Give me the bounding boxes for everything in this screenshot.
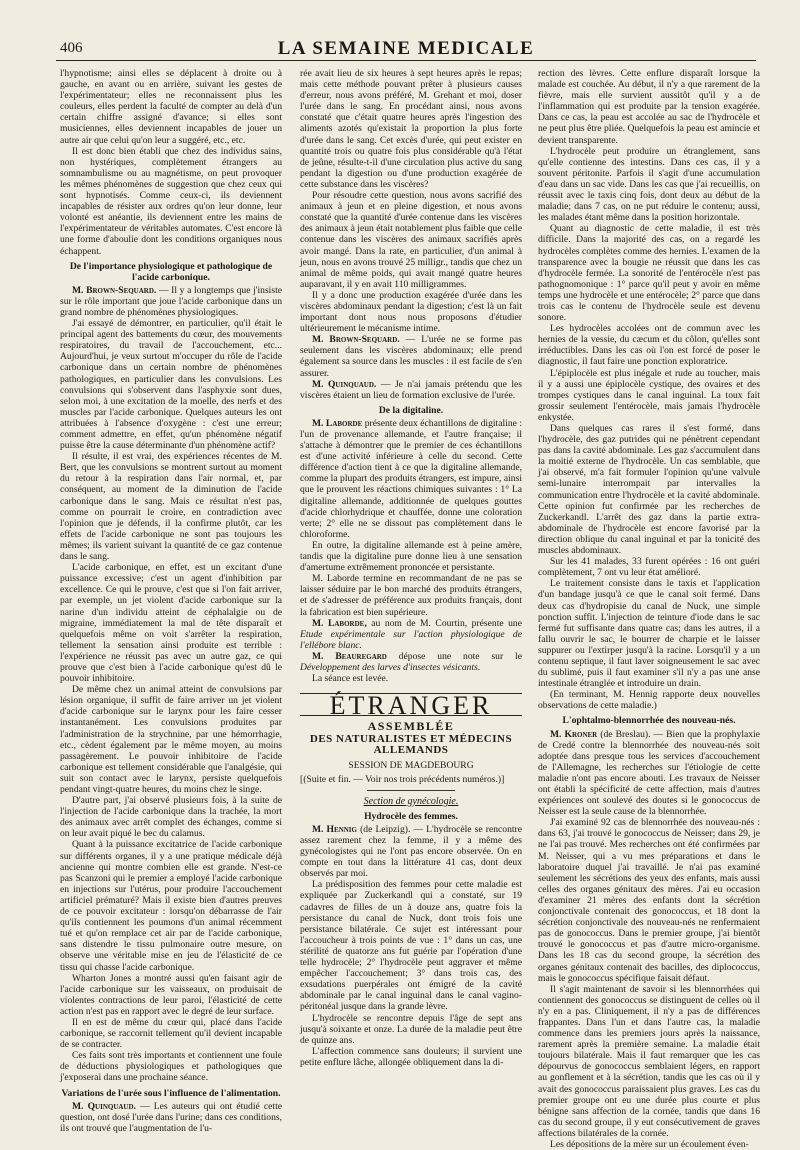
paragraph bbox=[60, 285, 282, 318]
paragraph: Quant à la puissance excitatrice de l'acide carbonique sur différents organes, il y a une pratique médicale déjà ancienne qui montre combien elle est grande. N'est-ce pas Scanzoni qui le premier a employé l'acide carbonique en injections sur l'utérus, pour produire l'accouchement artificiel prématuré? Mais il existe bien d'autres preuves de ce pouvoir excitateur : lorsqu'on débarrasse de l'air qu'ils contiennent les poumons d'un animal récemment tué et qu'on remplace cet air par de l'acide carbonique, sans distendre le tissu pulmonaire outre mesure, on observe une véritable mise en jeu de l'élasticité de ce tissu qui chasse l'acide carbonique. bbox=[60, 839, 282, 973]
paragraph: Il y a donc une production exagérée d'urée dans les viscères abdominaux pendant la digestion; c'est là un fait important dont nous nous proposons d'étudier ultérieurement le mécanisme intime. bbox=[300, 289, 522, 335]
paragraph: Sur les 41 malades, 33 furent opérées : 16 ont guéri complètement, 7 ont vu leur état amélioré. bbox=[538, 556, 760, 579]
paragraph-text: présente deux échantillons de digitaline : l'un de provenance allemande, et l'autre française; il s'attache à démontrer que le premier de ces échantillons est d'une activité inférieure à celle du second. Cette différence d'action tient à ce que la digitaline allemande, comme la plupart des produits étrangers, est impure, ainsi que le prouvent les réactions chimiques suivantes : 1° La digitaline allemande, additionnée de quelques gouttes d'acide chlorhydrique et chauffée, donne une coloration verte; 2° elle ne se dissout pas complètement dans le chloroforme. bbox=[300, 417, 522, 540]
paragraph: rection des lèvres. Cette enflure disparaît lorsque la malade est couchée. Au début, il n'y a que rarement de la fièvre, mais elle survient aussitôt qu'il y a de l'inflammation qui est produite par la tension exagérée. Dans ce cas, la peau est accolée au sac de l'hydrocèle et ne peut plus être pliée. Quelquefois la peau est amincie et devient transparente. bbox=[538, 68, 760, 146]
column-1 bbox=[60, 68, 282, 1134]
continued-note: [(Suite et fin. — Voir nos trois précédents numéros.)] bbox=[300, 773, 505, 785]
paragraph: En outre, la digitaline allemande est à peine amère, tandis que la digitaline pure donne lieu à une sensation d'amertume extrêmement prononcée et persistante. bbox=[300, 539, 522, 574]
work-title: Etude expérimentale sur l'action physiologique de l'ellébore blanc. bbox=[300, 628, 522, 651]
paragraph: M. Laborde termine en recommandant de ne pas se laisser séduire par le bon marché des produits étrangers, et de s'adresser de préférence aux produits français, dont la fabrication est bien supérieure. bbox=[300, 573, 522, 618]
paragraph: Quant au diagnostic de cette maladie, il est très difficile. Dans la majorité des cas, on a regardé les hydrocèles complètes comme des hernies. L'examen de la transparence avec la bougie ne réussit que dans les cas d'hydrocèle fermée. La sonorité de l'entérocèle n'est pas pathognomonique : 1° parce qu'il peut y avoir en même temps une hydrocèle et une entérocèle; 2° parce que dans trois cas le contenu de l'hydrocèle seule est devenu sonore. bbox=[538, 223, 760, 324]
paragraph bbox=[300, 418, 522, 540]
paragraph: L'épiplocèle est plus inégale et rude au toucher, mais il y a aussi une épiplocèle cystique, des ovaires et des trompes cystiques dans le canal inguinal. La toux fait grossir seulement l'entérocèle, mais jamais l'hydrocèle enkystée. bbox=[538, 367, 760, 423]
column-2 bbox=[300, 68, 523, 1068]
section-heading: De la digitaline. bbox=[378, 404, 444, 416]
paragraph-text: dépose une note sur le bbox=[398, 650, 522, 662]
paragraph bbox=[60, 1101, 282, 1134]
paragraph: l'hypnotisme; ainsi elles se déplacent à droite ou à gauche, en avant ou en arrière, suivant les gestes de l'expérimentateur; elles ne reconnaissent plus les couleurs, elles perdent la faculté de compter au delà d'un certain chiffre assigné d'avance; si elles sont musiciennes, elles deviennent incapables de jouer un autre air que celui qu'on leur a suggéré, etc., etc. bbox=[60, 68, 282, 146]
speaker-name: M. Laborde bbox=[312, 417, 363, 429]
section-banner-etranger: ÉTRANGER bbox=[300, 693, 522, 716]
paragraph bbox=[300, 824, 522, 879]
divider bbox=[367, 790, 456, 791]
paragraph: La prédisposition des femmes pour cette maladie est expliquée par Zuckerkandl qui a constaté, sur 19 cadavres de filles de un à douze ans, quatre fois la persistance du canal de Nuck, dont trois fois une persistance bilatérale. Ce sujet est intéressant pour l'accoucheur à trois points de vue : 1° dans un cas, une stérilité de quatorze ans fut guérie par l'opération d'une telle hydrocèle; 2° l'hydrocèle peut aggraver et même empêcher l'accouchement; 3° dans trois cas, des exsudations puerpérales ont émigré de la cavité abdominale par le canal inguinal dans le canal vagino-péritonéal jusque dans la grande lèvre. bbox=[300, 879, 522, 1013]
column-3 bbox=[538, 68, 761, 1150]
speaker-name: M. Kroner bbox=[550, 728, 598, 740]
paragraph bbox=[300, 618, 522, 651]
paragraph: (En terminant, M. Hennig rapporte deux nouvelles observations de cette maladie.) bbox=[538, 689, 760, 712]
speaker-name: M. Quinquaud. bbox=[312, 378, 377, 390]
paragraph: J'ai essayé de démontrer, en particulier, qu'il était le principal agent des battements du cœur, des mouvements respiratoires, du travail de l'accouchement, etc... Aujourd'hui, je veux surtout m'occuper du rôle de l'acide carbonique dans un certain nombre de phénomènes pathologiques, en particulier dans les convulsions. Les convulsions qui s'observent dans l'asphyxie sont dues, selon moi, à une excitation de la moelle, des nerfs et des muscles par l'acide carbonique. Quelques auteurs les ont attribuées à l'absence d'oxygène : c'est une erreur; comment admettre, en effet, qu'un phénomène négatif puisse être la cause déterminante d'un phénomène actif? bbox=[60, 318, 282, 452]
speaker-name: M. Beauregard bbox=[312, 650, 387, 662]
section-heading: De l'importance physiologique et pathologique de l'acide carbonique. bbox=[69, 260, 273, 283]
paragraph bbox=[300, 651, 522, 673]
section-heading: Variations de l'urée sous l'influence de l'alimentation. bbox=[61, 1087, 281, 1099]
section-heading: Hydrocèle des femmes. bbox=[364, 810, 458, 822]
paragraph: Les hydrocèles accolées ont de commun avec les hernies de la vessie, du cæcum et du côlon, qu'elles sont irréductibles. Dans les cas où l'on est forcé de poser le diagnostic, il faut faire une ponction exploratrice. bbox=[538, 323, 760, 368]
paragraph-text: — Je n'ai jamais prétendu que les viscères étaient un lieu de formation exclusive de l'urée. bbox=[300, 378, 523, 401]
paragraph: Ces faits sont très importants et contiennent une foule de déductions physiologiques et pathologiques que j'exposerai dans une prochaine séance. bbox=[60, 1050, 282, 1084]
paragraph-text: — Il y a longtemps que j'insiste sur le rôle important que joue l'acide carbonique dans un grand nombre de phénomènes physiologiques. bbox=[60, 284, 282, 318]
speaker-name: M. Hennig bbox=[312, 823, 357, 835]
paragraph: L'hydrocèle se rencontre depuis l'âge de sept ans jusqu'à soixante et onze. La durée de la maladie peut être de quinze ans. bbox=[300, 1012, 522, 1046]
session-heading: SESSION DE MAGDEBOURG bbox=[348, 759, 474, 771]
paragraph: La séance est levée. bbox=[312, 673, 389, 685]
paragraph: L'acide carbonique, en effet, est un excitant d'une puissance excessive; c'est un agent d'inhibition par excellence. Ce qui le prouve, c'est que si l'on fait arriver, par exemple, un jet violent d'acide carbonique sur la narine d'un individu atteint de céphalalgie ou de migraine, immédiatement la mal de tête disparaît et quelquefois même on voit s'arrêter la respiration, tellement la sensation ainsi produite est terrible : l'expérience ne réussit pas avec un autre gaz, ce qui prouve que c'est bien à l'acide carbonique qu'est dû le pouvoir inhibitoire. bbox=[60, 562, 282, 685]
paragraph: Les dépositions de la mère sur un écoulement éven- bbox=[550, 1139, 749, 1150]
speaker-name: M. Brown-Sequard. bbox=[72, 284, 157, 296]
section-heading: L'ophtalmo-blennorrhée des nouveau-nés. bbox=[562, 715, 736, 727]
speaker-name: M. Laborde, bbox=[312, 617, 367, 629]
paragraph: Dans quelques cas rares il s'est formé, dans l'hydrocèle, des gaz putrides qui ne pénètrent cependant pas dans la cavité abdominale. Les gaz s'accumulent dans la moitié externe de l'hydrocèle. Un cas semblable, que j'ai observé, m'a fait formuler l'opinion qu'une valvule semi-lunaire interrompait par intervalles la communication entre l'hydrocèle et la cavité abdominale. Cette opinion fut confirmée par les recherches de Zuckerkandl. L'arrêt des gaz dans la partie extra-abdominale de l'hydrocèle est encore favorisé par la direction oblique du canal inguinal et par la tonicité des muscles abdominaux. bbox=[538, 423, 760, 557]
paragraph: J'ai examiné 92 cas de blennorrhée des nouveau-nés : dans 63, j'ai trouvé le gonococcus de Neisser; dans 29, je ne l'ai pas trouvé. Mes recherches ont été confirmées par M. Neisser, qui a vu mes préparations et dans le laboratoire duquel j'ai travaillé. Je n'ai pas examiné seulement les sécrétions des yeux des enfants, mais aussi celles des organes génitaux des mères. J'ai eu occasion d'examiner 21 mères des enfants dont la sécrétion conjonctivale contenait des gonococcus, et 18 dont la sécrétion conjonctivale des nouveau-nés ne renfermaient pas de gonococcus. Dans le premier groupe, j'ai bientôt trouvé le gonococcus et pas d'autre micro-organisme. Dans les 18 cas du second groupe, la sécrétion des organes génitaux contenait des bacilles, des diplococcus, mais le gonococcus spécifique faisait défaut. bbox=[538, 817, 760, 984]
paragraph-text: (de Leipzig). — L'hydrocèle se rencontre assez rarement chez la femme, il y a même des gynécologistes qui ne l'ont pas encore observée. On en compte en tout dans la littérature 41 cas, dont deux observés par moi. bbox=[300, 823, 522, 880]
paragraph: Le traitement consiste dans le taxis et l'application d'un bandage jusqu'à ce que le canal soit fermé. Dans deux cas d'hydropisie du canal de Nuck, une simple ponction suffit. L'injection de teinture d'iode dans le sac fermé fut suffisante dans quatre cas; dans les autres, il a fallu ouvrir le sac, le bourrer de charpie et le laisser suppurer ou l'extirper jusqu'à la racine. Lorsqu'il y a un contenu septique, il faut laver soigneusement le sac avec du sublimé, puis il faut examiner s'il n'y a pas une anse intestinale étranglée et introduire un drain. bbox=[538, 578, 760, 690]
paragraph: Pour résoudre cette question, nous avons sacrifié des animaux à jeun et en pleine digestion, et nous avons constaté que la quantité d'urée contenue dans les viscères des animaux à jeun était notablement plus faible que celle contenue dans les viscères des animaux sacrifiés après avoir mangé. Dans la rate, en particulier, d'un animal à jeun, nous en avons trouvé 25 milligr., tandis que chez un animal de même poids, qui avait mangé quatre heures auparavant, il y en avait 110 milligrammes. bbox=[300, 190, 522, 290]
paragraph-text: — Les auteurs qui ont étudié cette question, ont dosé l'urée dans l'urine; dans ces conditions, ils ont trouvé que l'augmentation de l'u- bbox=[60, 1100, 282, 1134]
paragraph-text: (de Breslau). — Bien que la prophylaxie de Credé contre la blennorrhée des nouveau-nés soit adoptée dans presque tous les services d'accouchement de l'Allemagne, les recherches sur l'étiologie de cette maladie n'ont pas encore abouti. Les travaux de Neisser ont établi la spécificité de cette affection, mais d'autres expériences ont soulevé des doutes si le gonococcus de Neisser est la seule cause de la blennorrhée. bbox=[538, 728, 761, 818]
paragraph: De même chez un animal atteint de convulsions par lésion organique, il suffit de faire arriver un jet violent d'acide carbonique sur le larynx pour les faire cesser instantanément. Les convulsions produites par l'administration de la strychnine, par une hémorrhagie, etc., cèdent également par le même moyen, au moins passagèrement. Le pouvoir inhibitoire de l'acide carbonique est tellement considérable que l'analgésie, qui suit son contact avec le larynx, persiste quelquefois pendant vingt-quatre heures, du moins chez le singe. bbox=[60, 684, 282, 795]
congress-heading: DES NATURALISTES ET MÉDECINS ALLEMANDS bbox=[309, 733, 513, 757]
assembly-heading: ASSEMBLÉE bbox=[367, 719, 455, 734]
speaker-name: M. Quinquaud. bbox=[72, 1100, 136, 1112]
page-number: 406 bbox=[60, 40, 83, 56]
paragraph: Il résulte, il est vrai, des expériences récentes de M. Bert, que les convulsions se montrent surtout au moment du retour à la respiration dans l'air normal, et, par conséquent, au moment de la diminution de l'acide carbonique dans le sang. Mais ce résultat n'est pas, comme on pourrait le croire, en contradiction avec l'opinion que je défends, il la confirme plutôt, car les effets de l'acide carbonique ne sont pas toujours les mêmes; ils varient suivant la quantité de ce gaz contenue dans le sang. bbox=[60, 451, 282, 563]
paragraph: L'hydrocèle peut produire un étranglement, sans qu'elle contienne des intestins. Dans ces cas, il y a souvent péritonite. Parfois il s'agit d'une accumulation d'eau dans un sac vide. Dans les cas que j'ai recueillis, on réussit avec le taxis cinq fois, dont deux au début de la maladie; dans 7 cas, on ne put réduire le contenu; aussi, les malades étant même dans la position horizontale. bbox=[538, 145, 760, 224]
speaker-name: M. Brown-Sequard. bbox=[312, 334, 400, 346]
paragraph: rée avait lieu de six heures à sept heures après le repas; mais cette méthode pouvant prêter à plusieurs causes d'erreur, nous avons préféré, M. Grehant et moi, doser l'urée dans le sang. En procédant ainsi, nous avons constaté que c'était quatre heures après l'ingestion des aliments azotés qu'existait la proportion la plus forte d'urée dans le sang. Cet excès d'urée, qui peut exister en quantité trois ou quatre fois plus considérable qu'à l'état de jeûne, résulte-t-il d'une circulation plus active du sang pendant la digestion ou d'une production exagérée de cette substance dans les viscères? bbox=[300, 68, 522, 190]
paragraph: D'autre part, j'ai observé plusieurs fois, à la suite de l'injection de l'acide carbonique dans la trachée, la mort des animaux avec arrêt complet des échanges, comme si on leur avait piqué le bec du calamus. bbox=[60, 795, 282, 840]
paragraph: Il s'agit maintenant de savoir si les blennorrhées qui contiennent des gonococcus se distinguent de celles où il n'y en a pas. Cliniquement, il n'y a pas de différences frappantes. Dans l'un et dans l'autre cas, la maladie commence dans les premiers jours après la naissance, rarement après la première semaine. La maladie était toujours bilatérale. Mais il faut remarquer que les cas dépourvus de gonococcus semblaient légers, en rapport au gonflement et à la sécrétion, tandis que les cas où il y avait des gonococcus paraissaient plus graves. Les cas du premier groupe ont eu une durée plus courte et plus bénigne sans affection de la cornée, tandis que dans 16 cas du second groupe, il y eut consécutivement de graves affections bilatérales de la cornée. bbox=[538, 983, 760, 1139]
paragraph: L'affection commence sans douleurs; il survient une petite enflure lâche, allongée obliquement dans la di- bbox=[300, 1045, 522, 1068]
journal-title: LA SEMAINE MEDICALE bbox=[277, 38, 535, 59]
paragraph bbox=[300, 334, 522, 378]
paragraph-text: — L'urée ne se forme pas seulement dans les viscères abdominaux; elle prend également sa source dans les muscles : il est facile de s'en assurer. bbox=[300, 334, 522, 379]
paragraph: Il est donc bien établi que chez des individus sains, non hystériques, complètement étrangers au somnambulisme ou au magnétisme, on peut provoquer les mêmes phénomènes de suggestion que chez ceux qui sont hypnotisés. Comme ceux-ci, ils deviennent incapables de résister aux ordres qu'on leur donne, leur volonté est anéantie, ils deviennent entre les mains de l'expérimentateur de véritables automates. C'est encore là une forme d'aboulie dont les conditions organiques nous échappent. bbox=[60, 145, 282, 257]
paragraph: Wharton Jones a montré aussi qu'en faisant agir de l'acide carbonique sur les vaisseaux, on produisait de violentes contractions de leur paroi, l'élasticité de cette action n'est pas en rapport avec le degré de leur surface. bbox=[60, 972, 282, 1017]
page-header bbox=[56, 30, 756, 61]
paragraph: Il en est de même du cœur qui, placé dans l'acide carbonique, se raccornit tellement qu'il devient incapable de se contracter. bbox=[60, 1016, 282, 1051]
paragraph bbox=[538, 729, 760, 818]
paragraph-text: au nom de M. Courtin, présente une bbox=[371, 617, 522, 629]
subsection-heading: Section de gynécologie. bbox=[363, 795, 459, 807]
work-title: Développement des larves d'insectes vésicants. bbox=[300, 661, 481, 673]
paragraph bbox=[300, 379, 522, 401]
